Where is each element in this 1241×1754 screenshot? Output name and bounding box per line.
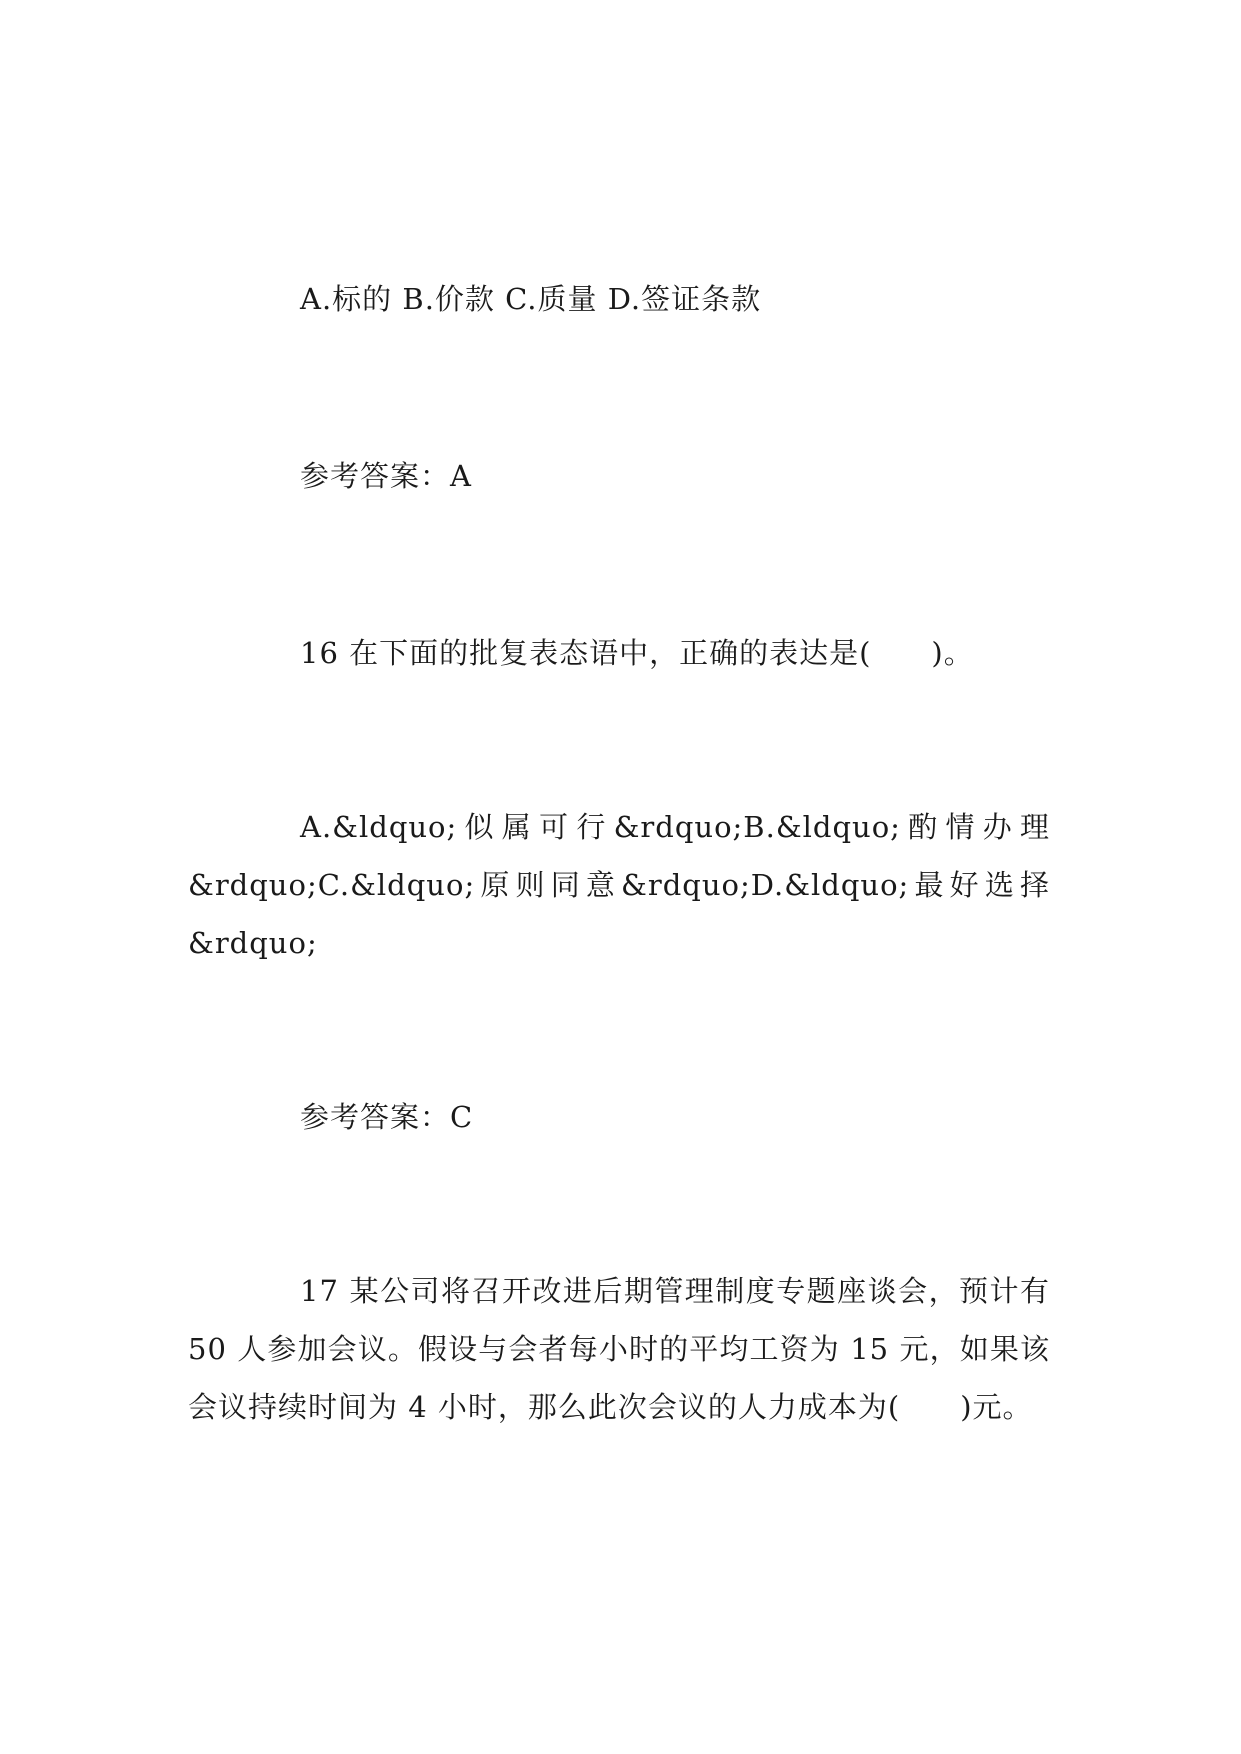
q16-options: A.&ldquo;似属可行&rdquo;B.&ldquo;酌情办理&rdquo;C.&ldquo;原则同意&rdquo;D.&ldquo;最好选择&rdquo;: [188, 810, 1050, 960]
q17-question: 17 某公司将召开改进后期管理制度专题座谈会，预计有 50 人参加会议。假设与会者每小时的平均工资为 15 元，如果该会议持续时间为 4 小时，那么此次会议的人力成本为( )元。: [188, 1274, 1050, 1424]
q16-answer: 参考答案：C: [300, 1100, 474, 1134]
q15-answer: 参考答案：A: [300, 459, 472, 493]
q16-question: 16 在下面的批复表态语中，正确的表达是( )。: [300, 636, 974, 670]
q15-options: A.标的 B.价款 C.质量 D.签证条款: [300, 282, 762, 316]
